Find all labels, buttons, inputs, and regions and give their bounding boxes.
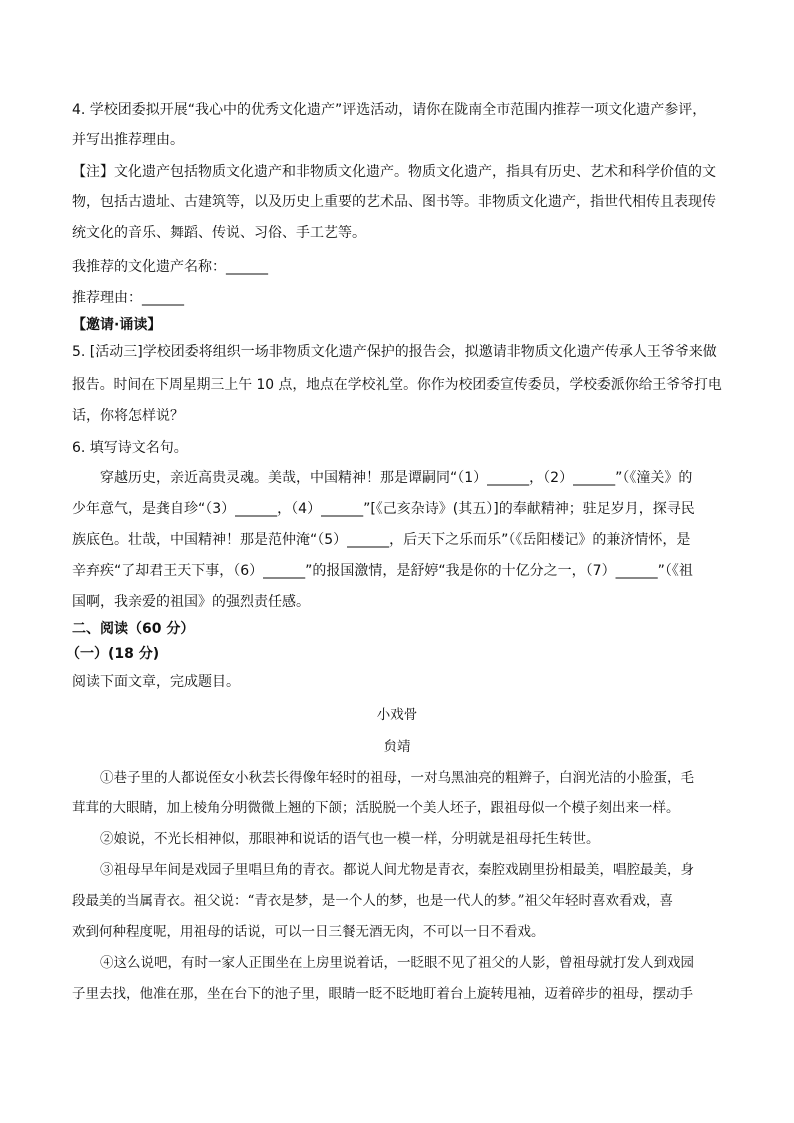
article-paragraph-line: ①巷子里的人都说侄女小秋芸长得像年轻时的祖母，一对乌黑油亮的粗辫子，白润光洁的小脸蛋，毛: [100, 770, 694, 786]
q6-paragraph-line-2: 少年意气，是龚自珍“（3）______，（4）______”[《己亥杂诗》(其五）]的奉献精神；驻足岁月，探寻民: [72, 501, 695, 517]
article-paragraph-line: 子里去找，他准在那，坐在台下的池子里，眼睛一眨不眨地盯着台上旋转甩袖，迈着碎步的祖母，摆动手: [72, 986, 693, 1002]
q6-paragraph-line-3: 族底色。壮哉，中国精神！那是范仲淹“（5）______，后天下之乐而乐”（《岳阳楼记》的兼济情怀，是: [72, 532, 691, 548]
article-title: 小戏骨: [376, 707, 418, 723]
article-paragraph-line: ②娘说，不光长相神似，那眼神和说话的语气也一模一样，分明就是祖母托生转世。: [100, 831, 600, 847]
q4-note-line-2: 物，包括古遗址、古建筑等，以及历史上重要的艺术品、图书等。非物质文化遗产，指世代相传且表现传: [72, 194, 716, 210]
q5-line-1: 5. [活动三]学校团委将组织一场非物质文化遗产保护的报告会，拟邀请非物质文化遗产传承人王爷爷来做: [72, 344, 717, 360]
q4-line-2: 并写出推荐理由。: [72, 132, 184, 148]
article-paragraph-line: ④这么说吧，有时一家人正围坐在上房里说着话，一眨眼不见了祖父的人影，曾祖母就打发人到戏园: [100, 955, 694, 971]
q6-title: 6. 填写诗文名句。: [72, 440, 188, 456]
subsection-1-heading: （一）(18 分): [66, 646, 160, 662]
q6-paragraph-line-1: 穿越历史，亲近高贵灵魂。美哉，中国精神！那是谭嗣同“（1）______，（2）______”（《潼关》的: [100, 470, 693, 486]
article-author: 贠靖: [383, 739, 411, 755]
section-2-heading: 二、阅读（60 分）: [72, 621, 195, 637]
q4-line-1: 4. 学校团委拟开展“我心中的优秀文化遗产”评选活动，请你在陇南全市范围内推荐一项文化遗产参评，: [72, 102, 707, 118]
q4-answer-reason: 推荐理由：______: [72, 290, 184, 306]
q5-line-2: 报告。时间在下周星期三上午 10 点，地点在学校礼堂。你作为校团委宣传委员，学校委派你给王爷爷打电: [72, 377, 722, 393]
article-paragraph-line: ③祖母早年间是戏园子里唱旦角的青衣。都说人间尤物是青衣，秦腔戏剧里扮相最美，唱腔最美，身: [100, 862, 694, 878]
article-paragraph-line: 欢到何种程度呢，用祖母的话说，可以一日三餐无酒无肉，不可以一日不看戏。: [72, 924, 545, 940]
section-invite-heading: 【邀请·诵读】: [72, 317, 162, 333]
article-paragraph-line: 段最美的当属青衣。祖父说：“青衣是梦，是一个人的梦，也是一代人的梦。”祖父年轻时喜欢看戏，喜: [72, 893, 674, 909]
article-paragraph-line: 茸茸的大眼睛，加上棱角分明微微上翘的下颌；活脱脱一个美人坯子，跟祖母似一个模子刻出来一样。: [72, 800, 680, 816]
q4-answer-name: 我推荐的文化遗产名称：______: [72, 259, 268, 275]
reading-instruction: 阅读下面文章，完成题目。: [72, 674, 240, 690]
q5-line-3: 话，你将怎样说？: [72, 408, 184, 424]
q6-paragraph-line-4: 辛弃疾“了却君王天下事，（6）______”的报国激情，是舒婷“我是你的十亿分之一，（7）______”（《祖: [72, 563, 693, 579]
q6-paragraph-line-5: 国啊，我亲爱的祖国》的强烈责任感。: [72, 594, 310, 610]
q4-note-line-1: 【注】文化遗产包括物质文化遗产和非物质文化遗产。物质文化遗产，指具有历史、艺术和科学价值的文: [72, 164, 716, 180]
q4-note-line-3: 统文化的音乐、舞蹈、传说、习俗、手工艺等。: [72, 225, 366, 241]
